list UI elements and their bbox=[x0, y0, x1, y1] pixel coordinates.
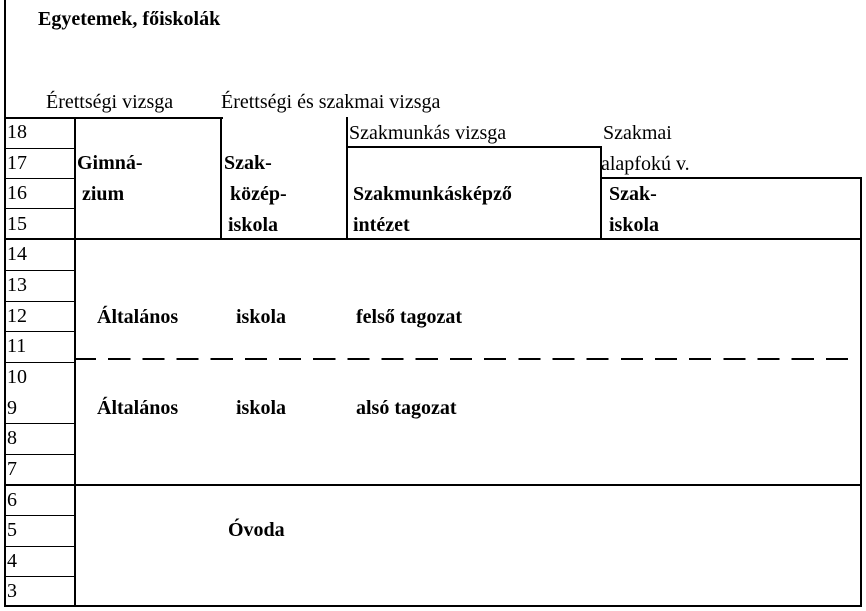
also-tagozat: alsó tagozat bbox=[356, 397, 457, 419]
alapfoku-label: alapfokú v. bbox=[601, 153, 690, 175]
szakkozep-label-2: közép- bbox=[230, 183, 287, 205]
felso-altalanos: Általános bbox=[97, 306, 179, 328]
szakmunkas-left bbox=[346, 117, 348, 240]
row-line bbox=[4, 148, 76, 149]
tagozat-divider bbox=[76, 358, 860, 360]
row-line bbox=[4, 546, 76, 547]
age-label: 4 bbox=[7, 550, 17, 572]
ovoda-top bbox=[4, 484, 862, 486]
age-label: 17 bbox=[7, 152, 27, 174]
age-label: 10 bbox=[7, 366, 27, 388]
szakiskola-label-1: Szak- bbox=[609, 183, 657, 205]
right-border bbox=[860, 177, 862, 607]
szakiskola-label-2: iskola bbox=[609, 214, 660, 236]
page-title: Egyetemek, főiskolák bbox=[38, 8, 221, 30]
secondary-bottom bbox=[4, 238, 862, 240]
also-iskola: iskola bbox=[236, 397, 287, 419]
row-line bbox=[4, 208, 76, 209]
row-line bbox=[4, 454, 76, 455]
gimnazium-label-1: Gimná- bbox=[77, 152, 143, 174]
bottom-border bbox=[4, 605, 862, 607]
felso-iskola: iskola bbox=[236, 306, 287, 328]
age-label: 9 bbox=[7, 397, 17, 419]
age-label: 14 bbox=[7, 243, 27, 265]
szakmunkas-top bbox=[346, 146, 602, 148]
gimnazium-top bbox=[4, 117, 223, 119]
age-label: 12 bbox=[7, 305, 27, 327]
gimnazium-label-2: zium bbox=[82, 183, 125, 205]
age-label: 15 bbox=[7, 213, 27, 235]
age-label: 11 bbox=[7, 335, 27, 357]
szakkozep-label-3: iskola bbox=[228, 214, 279, 236]
erettsegi-vizsga-label: Érettségi vizsga bbox=[46, 91, 174, 113]
szakmai-label: Szakmai bbox=[603, 122, 672, 144]
szakiskola-top bbox=[600, 177, 862, 179]
also-altalanos: Általános bbox=[97, 397, 179, 419]
row-line bbox=[4, 270, 76, 271]
szakkozep-right bbox=[220, 117, 222, 240]
row-line bbox=[4, 301, 76, 302]
szakmunkas-label-2: intézet bbox=[353, 214, 410, 236]
age-label: 16 bbox=[7, 182, 27, 204]
ovoda-label: Óvoda bbox=[228, 519, 285, 541]
row-line bbox=[4, 362, 76, 363]
szakmunkas-vizsga-label: Szakmunkás vizsga bbox=[349, 122, 507, 144]
row-line bbox=[4, 331, 76, 332]
szakkozep-label-1: Szak- bbox=[224, 152, 272, 174]
szakmunkas-label-1: Szakmunkásképző bbox=[353, 183, 512, 205]
age-label: 3 bbox=[7, 580, 17, 602]
row-line bbox=[4, 576, 76, 577]
age-label: 8 bbox=[7, 427, 17, 449]
age-label: 7 bbox=[7, 458, 17, 480]
age-label: 5 bbox=[7, 519, 17, 541]
age-label: 13 bbox=[7, 274, 27, 296]
felso-tagozat: felső tagozat bbox=[356, 306, 463, 328]
row-line bbox=[4, 515, 76, 516]
erettsegi-szakmai-label: Érettségi és szakmai vizsga bbox=[221, 91, 441, 113]
row-line bbox=[4, 178, 76, 179]
row-line bbox=[4, 423, 76, 424]
age-label: 6 bbox=[7, 489, 17, 511]
age-label: 18 bbox=[7, 121, 27, 143]
